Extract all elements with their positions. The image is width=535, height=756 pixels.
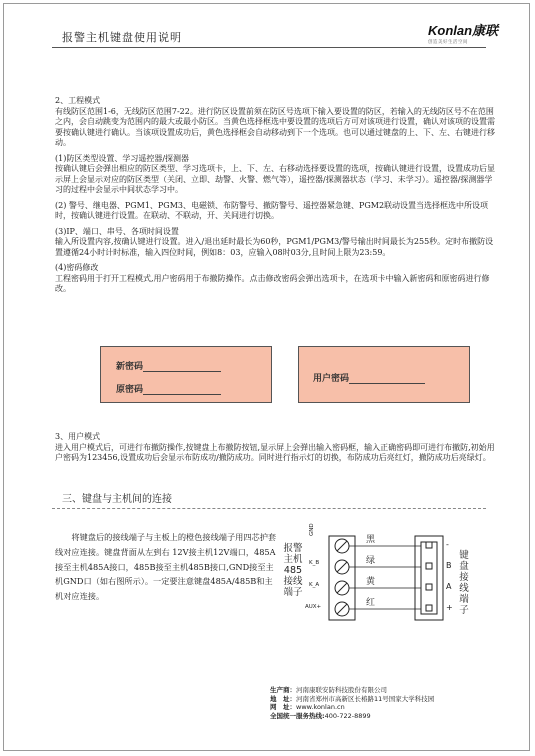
connection-description bbox=[55, 530, 277, 604]
header-divider bbox=[52, 47, 486, 48]
wire-label-red: 红 bbox=[366, 598, 376, 608]
new-password-field[interactable] bbox=[143, 362, 221, 372]
change-password-panel bbox=[100, 346, 272, 403]
pin-label-plus: + bbox=[446, 603, 453, 612]
ip-time-title: (3)IP、端口、串号、各项时间设置 bbox=[55, 226, 179, 236]
pin-label-ka: K_A bbox=[309, 582, 320, 588]
wire-label-black: 黑 bbox=[366, 535, 376, 545]
pin-label-aux: AUX+ bbox=[305, 604, 322, 610]
user-password-panel bbox=[298, 346, 470, 403]
wiring-diagram bbox=[305, 528, 465, 628]
new-password-row[interactable] bbox=[116, 359, 221, 372]
engineering-heading: 2、工程模式 bbox=[55, 96, 101, 105]
footer-hotline: 全国统一服务热线:400-722-8899 bbox=[270, 711, 371, 720]
brand-logo: Konlan康联 bbox=[428, 23, 499, 38]
password-change-title: (4)密码修改 bbox=[55, 263, 99, 272]
ip-time-body: 输入所设置内容,按确认键进行设置。进入/退出延时最长为60秒，PGM1/PGM3/警号输出时间最长为255秒。定时布撤防设置遵循24小时计时标准，输入四位时间，例如8：03，应输入08时03分,且时间上限为23:59。 bbox=[55, 237, 494, 257]
engineering-section bbox=[55, 96, 495, 295]
user-password-label: 用户密码 bbox=[313, 374, 350, 384]
pin-label-a: A bbox=[446, 582, 452, 591]
header-title: 报警主机键盘使用说明 bbox=[62, 31, 182, 44]
brand-slogan: 创造美好生活空间 bbox=[428, 40, 468, 45]
pin-label-gnd: GND bbox=[309, 523, 315, 536]
footer bbox=[270, 686, 510, 720]
section-divider bbox=[52, 508, 486, 509]
new-password-label: 新密码 bbox=[116, 362, 144, 372]
pin-label-b: B bbox=[446, 561, 452, 570]
old-password-field[interactable] bbox=[143, 385, 221, 395]
old-password-label: 原密码 bbox=[116, 385, 144, 395]
zone-type-title: (1)防区类型设置、学习遥控器/探测器 bbox=[55, 153, 190, 163]
pin-label-kb: K_B bbox=[309, 560, 320, 566]
siren-relay-settings: (2) 警号、继电器、PGM1、PGM3、电磁锁、布防警号、撤防警号、遥控器紧急键、PGM2联动设置当选择框选中所设项时，按确认键进行设置。在联动、不联动，开、关间进行切换。 bbox=[55, 200, 489, 220]
wire-label-green: 绿 bbox=[366, 556, 376, 566]
wire-label-yellow: 黄 bbox=[366, 577, 376, 587]
user-password-field[interactable] bbox=[349, 374, 425, 384]
host-terminal-label: 报警主机485接线端子 bbox=[283, 543, 303, 598]
engineering-intro: 有线防区范围1-6，无线防区范围7-22。进行防区设置前须在防区号选项下输入要设置的防区，若输入的无线防区号不在范围之内，会自动跳变为范围内的最大或最小防区。当黄色选择框选中要设置的选项后方可对该项进行设置，确认对该项的设置需要按确认键进行确认。当该项设置成功后，黄色选择框会自动移动到下一个选项。也可以通过键盘的上、下、左、右键进行移动。 bbox=[55, 106, 495, 147]
user-mode-body: 进入用户模式后，可进行布撤防操作,按键盘上布撤防按钮,显示屏上会弹出输入密码框，输入正确密码即可进行布撤防,初始用户密码为123456,设置成功后会显示布防成功/撤防成功。同时进行指示灯的切换，布防成功后亮红灯，撤防成功后亮绿灯。 bbox=[55, 442, 495, 462]
user-mode-section bbox=[55, 432, 495, 464]
wires bbox=[349, 546, 421, 609]
keyboard-terminal-label: 键盘接线端子 bbox=[459, 550, 469, 616]
connection-paragraph: 将键盘后的接线端子与主板上的橙色接线端子用四芯护套线对应连接。键盘背面从左到右 12V接主机12V端口，485A接至主机485A接口，485B接至主机485B接口,GND接至主机GND口（如右图所示）。一定要注意键盘485A/485B和主机对应连接。 bbox=[55, 532, 277, 602]
connection-heading: 三、键盘与主机间的连接 bbox=[62, 494, 172, 505]
password-change-body: 工程密码用于打开工程模式,用户密码用于布撤防操作。点击修改密码会弹出选项卡，在选项卡中输入新密码和原密码进行修改。 bbox=[55, 273, 490, 293]
footer-website: 网 址：www.konlan.cn bbox=[270, 703, 345, 711]
old-password-row[interactable] bbox=[116, 382, 221, 395]
footer-address: 地 址：河南省郑州市高新区长椿路11号国家大学科技园 bbox=[270, 694, 435, 703]
pin-label-minus: - bbox=[446, 540, 449, 549]
zone-type-body: 按确认键后会弹出相应的防区类型、学习选项卡，上、下、左、右移动选择要设置的选项，按确认键进行设置，设置成功后显示屏上会显示对应的防区类型（关闭、立即、劫警、火警、燃气等），遥控器/探测器状态（学习、未学习）。遥控器/探测器学习的过程中会显示中间状态学习中。 bbox=[55, 164, 495, 194]
footer-producer: 生产商：河南康联安防科技股份有限公司 bbox=[270, 686, 387, 694]
user-password-row[interactable] bbox=[313, 371, 425, 384]
user-mode-heading: 3、用户模式 bbox=[55, 432, 101, 441]
